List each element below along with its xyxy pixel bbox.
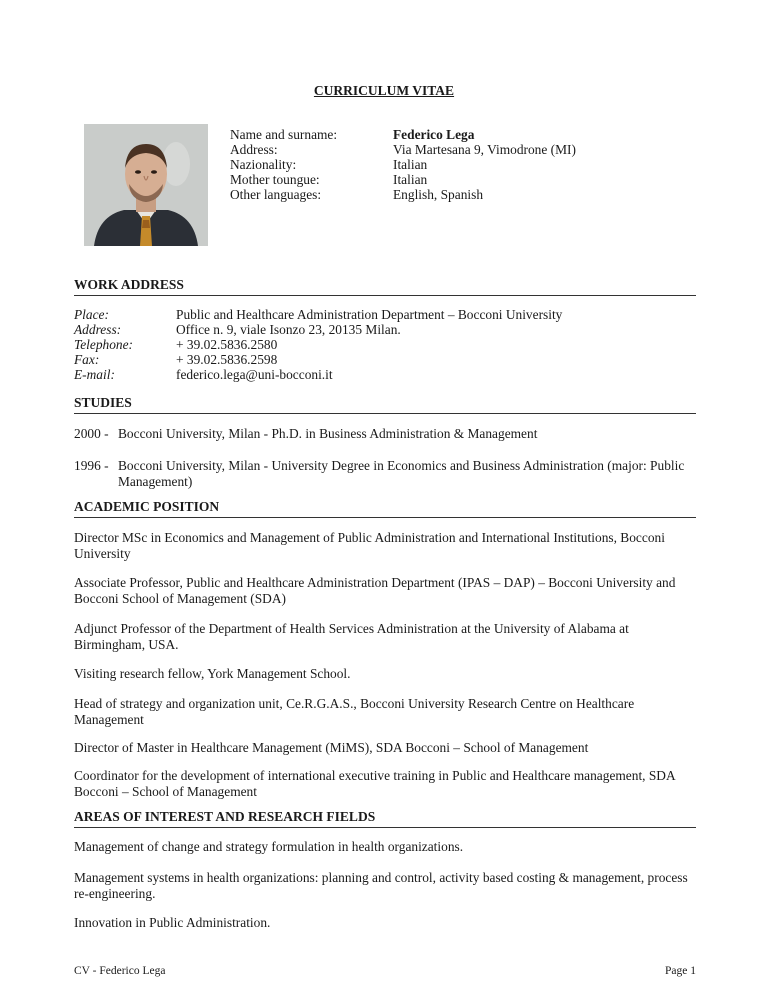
personal-label: Name and surname:	[230, 127, 338, 142]
personal-value: Italian	[393, 172, 428, 187]
work-address-label: Address:	[74, 322, 122, 337]
work-address-label: Telephone:	[74, 337, 134, 352]
position-item: Adjunct Professor of the Department of Health Services Administration at the University of Alabama at Birmingham, USA.	[74, 621, 629, 653]
work-address-value: + 39.02.5836.2598	[176, 352, 278, 367]
interest-item: Innovation in Public Administration.	[74, 915, 271, 930]
personal-labels	[230, 127, 337, 202]
study-year: 2000 -	[74, 426, 109, 441]
portrait-photo	[84, 124, 208, 246]
document-title: CURRICULUM VITAE	[313, 83, 455, 98]
study-text: Bocconi University, Milan - University Degree in Economics and Business Administration (major: Public Management)	[118, 458, 685, 490]
study-item	[74, 426, 696, 442]
position-item: Director MSc in Economics and Management of Public Administration and International Institutions, Bocconi University	[74, 530, 665, 562]
personal-label: Other languages:	[230, 187, 322, 202]
work-address-label: Fax:	[74, 352, 100, 367]
work-address-value: Office n. 9, viale Isonzo 23, 20135 Milan.	[176, 322, 401, 337]
position-item: Coordinator for the development of international executive training in Public and Healthcare management, SDA Bocconi – School of Management	[74, 768, 675, 800]
section-heading-studies: STUDIES	[74, 395, 696, 414]
personal-value: Via Martesana 9, Vimodrone (MI)	[393, 142, 576, 157]
personal-label: Mother toungue:	[230, 172, 320, 187]
position-item: Director of Master in Healthcare Management (MiMS), SDA Bocconi – School of Management	[74, 740, 589, 755]
study-text: Bocconi University, Milan - Ph.D. in Business Administration & Management	[118, 426, 538, 441]
personal-label: Nazionality:	[230, 157, 297, 172]
interest-item: Management systems in health organizations: planning and control, activity based costing & management, process re-engineering.	[74, 870, 688, 902]
work-address-values	[176, 307, 562, 382]
name-value: Federico Lega	[393, 127, 475, 142]
position-item: Head of strategy and organization unit, Ce.R.G.A.S., Bocconi University Research Centre on Healthcare Management	[74, 696, 635, 728]
personal-values	[393, 127, 576, 202]
section-heading-academic-position: ACADEMIC POSITION	[74, 499, 696, 518]
work-address-label: E-mail:	[74, 367, 115, 382]
work-address-value: + 39.02.5836.2580	[176, 337, 278, 352]
position-item: Visiting research fellow, York Management School.	[74, 666, 351, 681]
section-heading-research-fields: AREAS OF INTEREST AND RESEARCH FIELDS	[74, 809, 696, 828]
personal-label: Address:	[230, 142, 278, 157]
section-heading-work-address: WORK ADDRESS	[74, 277, 696, 296]
interest-item: Management of change and strategy formulation in health organizations.	[74, 839, 464, 854]
work-address-labels	[74, 307, 133, 382]
personal-value: English, Spanish	[393, 187, 484, 202]
footer-page-number: Page 1	[665, 965, 696, 977]
portrait-image	[84, 124, 208, 246]
email-value: federico.lega@uni-bocconi.it	[176, 367, 333, 382]
personal-value: Italian	[393, 157, 428, 172]
study-year: 1996 -	[74, 458, 109, 473]
work-address-value: Public and Healthcare Administration Department – Bocconi University	[176, 307, 563, 322]
position-item: Associate Professor, Public and Healthcare Administration Department (IPAS – DAP) – Bocconi University and Bocconi School of Management (SDA)	[74, 575, 676, 607]
footer-document-name: CV - Federico Lega	[74, 965, 166, 977]
study-item	[74, 458, 696, 490]
work-address-label: Place:	[74, 307, 109, 322]
